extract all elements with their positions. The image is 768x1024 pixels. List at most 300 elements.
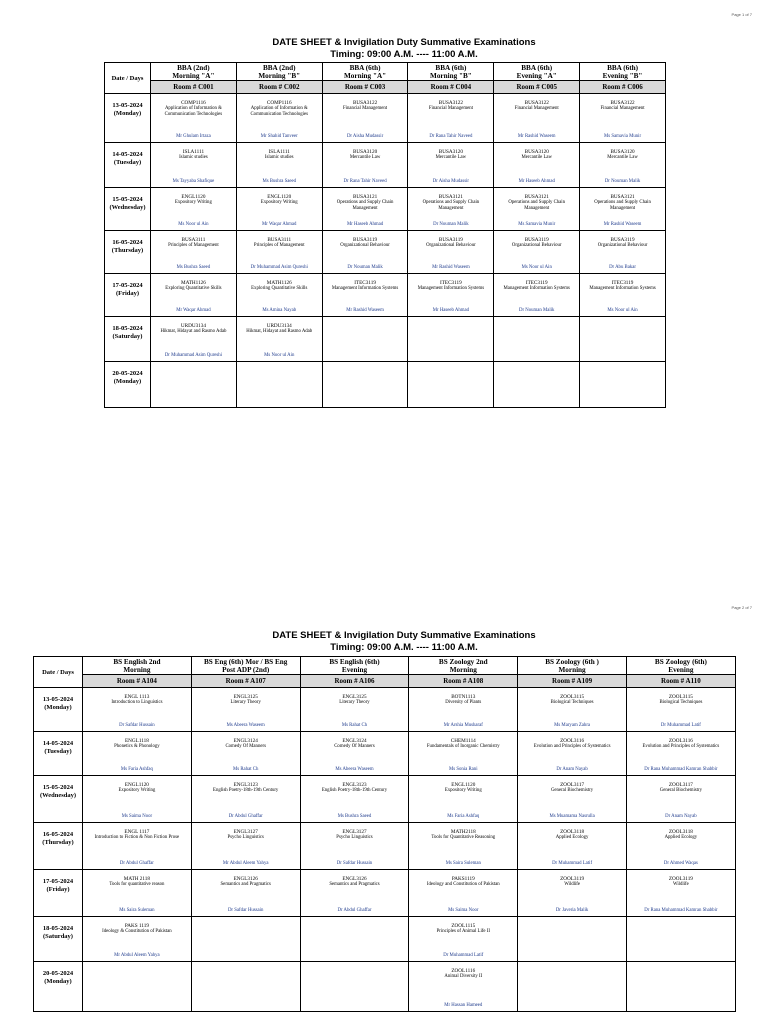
exam-cell — [236, 188, 322, 231]
course-code: ENGL 1117 — [124, 829, 150, 835]
exam-cell — [236, 274, 322, 317]
exam-day: (Monday) — [44, 704, 72, 711]
table-row — [105, 143, 666, 188]
course-name: Semantics and Pragmatics — [329, 882, 380, 887]
invigilator-name: Dr Muhammad Asim Qureshi — [164, 353, 222, 358]
exam-cell — [408, 143, 494, 188]
invigilator-name: Dr Nouman Malik — [519, 308, 555, 313]
exam-cell — [191, 732, 300, 776]
course-name: Mercantile Law — [607, 155, 638, 160]
course-code: ENGL3125 — [233, 694, 258, 700]
course-code: MATH2118 — [450, 829, 476, 835]
column-header-line: BBA (2nd) — [262, 64, 296, 72]
exam-cell — [494, 362, 580, 408]
course-code: BUSA3120 — [352, 149, 378, 155]
column-header-line: Post ADP (2nd) — [222, 666, 270, 674]
course-code: PAKS 1119 — [124, 923, 149, 929]
invigilator-name: Dr Ahmed Waqas — [663, 861, 698, 866]
exam-cell — [408, 274, 494, 317]
course-name: Evolution and Principles of Systematics — [642, 744, 720, 749]
exam-day: (Thursday) — [111, 247, 144, 254]
exam-cell — [151, 94, 237, 143]
invigilator-name: Ms Faria Ashfaq — [120, 767, 153, 772]
exam-cell — [626, 776, 735, 823]
exam-cell — [518, 962, 627, 1012]
invigilator-name: Ms Amina Nayab — [262, 308, 297, 313]
column-header-line: BBA (6th) — [521, 64, 553, 72]
exam-cell — [300, 823, 409, 870]
course-code: BUSA3119 — [610, 237, 635, 243]
exam-cell — [83, 823, 192, 870]
date-sheet-table — [33, 656, 736, 1012]
course-name: Tools for Quantitative Reasoning — [431, 835, 496, 840]
invigilator-name: Dr Javeria Malik — [555, 908, 589, 913]
column-header — [518, 657, 627, 675]
course-name: Fundamentals of Inorganic Chemistry — [426, 744, 500, 749]
exam-cell — [408, 231, 494, 274]
course-name: Biological Techniques — [550, 700, 594, 705]
invigilator-name: Ms Noor ul Ain — [264, 353, 295, 358]
column-header — [580, 63, 666, 81]
exam-cell — [236, 143, 322, 188]
course-code: ZOOL1115 — [451, 923, 476, 929]
invigilator-name: Ms Saira Suleman — [119, 908, 155, 913]
invigilator-name: Dr Nouman Malik — [347, 265, 383, 270]
course-name: Ideology and Constitution of Pakistan — [426, 882, 500, 887]
invigilator-name: Mr Rashid Waseem — [517, 134, 556, 139]
date-cell — [34, 962, 83, 1012]
date-cell — [34, 917, 83, 962]
course-name: Psycho Linguistics — [227, 835, 264, 840]
invigilator-name: Ms Bushra Saeed — [262, 179, 297, 184]
course-code: MATH1126 — [266, 280, 292, 286]
column-header-line: BS Zoology 2nd — [438, 658, 488, 666]
course-name: Principles of Management — [168, 243, 219, 248]
exam-cell — [518, 732, 627, 776]
exam-cell — [518, 776, 627, 823]
exam-day: (Monday) — [113, 110, 142, 117]
exam-day: (Friday) — [115, 290, 140, 297]
course-code: URDU3134 — [266, 323, 292, 329]
column-header — [83, 657, 192, 675]
course-code: ENGL1120 — [267, 194, 292, 200]
invigilator-name: Dr Safdar Hussain — [227, 908, 264, 913]
invigilator-name: Dr Abdul Ghaffar — [228, 814, 263, 819]
date-days-header: Date / Days — [105, 63, 151, 94]
invigilator-name: Dr Muhammad Asim Qureshi — [250, 265, 308, 270]
course-name: Islamic studies — [179, 155, 208, 160]
course-code: PAKS1119 — [451, 876, 475, 882]
course-name: Mercantile Law — [521, 155, 552, 160]
timing-line: Timing: 09:00 A.M. ---- 11:00 A.M. — [330, 49, 478, 60]
exam-date: 14-05-2024 — [42, 740, 74, 747]
course-code: ENGL3127 — [233, 829, 258, 835]
course-name: Literary Theory — [339, 700, 370, 705]
course-name: Organizational Behaviour — [340, 243, 390, 248]
table-row — [34, 962, 736, 1012]
course-name: Operations and Supply Chain Management — [508, 200, 566, 211]
course-code: CHEM1114 — [450, 738, 476, 744]
page-title: DATE SHEET & Invigilation Duty Summative Examinations — [272, 630, 536, 641]
invigilator-name: Ms Abeera Waseem — [335, 767, 374, 772]
course-name: Hikmat, Hidayat and Rasmo Adab — [246, 329, 313, 334]
exam-date: 17-05-2024 — [112, 282, 143, 289]
exam-cell — [518, 870, 627, 917]
table-row — [105, 362, 666, 408]
invigilator-name: Ms Samavia Munir — [518, 222, 556, 227]
course-name: Islamic studies — [264, 155, 294, 160]
course-code: ISLA1111 — [182, 149, 205, 155]
column-header-line: BBA (6th) — [435, 64, 467, 72]
course-code: ZOOL3118 — [560, 829, 585, 835]
column-header-line: BS Zoology (6th ) — [545, 658, 599, 666]
course-code: ZOOL3116 — [668, 738, 693, 744]
page-title: DATE SHEET & Invigilation Duty Summative Examinations — [272, 37, 536, 48]
date-cell — [105, 317, 151, 362]
invigilator-name: Mr Ghulam Irtaza — [176, 134, 211, 139]
column-header-line: Morning — [449, 666, 477, 674]
exam-cell — [151, 143, 237, 188]
room-header: Room # C006 — [580, 81, 666, 94]
exam-cell — [236, 362, 322, 408]
date-cell — [105, 143, 151, 188]
invigilator-name: Mr Rashid Waseem — [603, 222, 642, 227]
course-name: Management Information Systems — [417, 286, 485, 291]
exam-date: 17-05-2024 — [42, 878, 74, 885]
exam-cell — [409, 870, 518, 917]
course-name: Phonetics & Phonology — [114, 744, 160, 749]
exam-cell — [494, 231, 580, 274]
exam-cell — [322, 231, 408, 274]
course-name: Mercantile Law — [349, 155, 381, 160]
invigilator-name: Ms Saima Noor — [121, 814, 153, 819]
course-name: Semantics and Pragmatics — [220, 882, 271, 887]
course-code: BUSA3119 — [524, 237, 549, 243]
invigilator-name: Ms Faria Ashfaq — [447, 814, 480, 819]
course-name: Comedy Of Manners — [225, 744, 266, 749]
table-row — [34, 732, 736, 776]
exam-cell — [322, 143, 408, 188]
invigilator-name: Dr Muhammad Latif — [443, 953, 484, 958]
invigilator-name: Ms Rahat Ch — [233, 767, 259, 772]
course-code: ENGL1120 — [124, 782, 149, 788]
invigilator-name: Dr Rana Muhammad Kamran Shabbir — [644, 908, 718, 913]
course-name: Tools for quantitative reason — [109, 882, 165, 887]
exam-cell — [300, 870, 409, 917]
invigilator-name: Ms Bushra Saeed — [176, 265, 211, 270]
exam-date: 15-05-2024 — [42, 784, 74, 791]
invigilator-name: Ms Samavia Munir — [604, 134, 642, 139]
exam-cell — [191, 870, 300, 917]
column-header-line: Morning "B" — [430, 72, 472, 80]
exam-date: 16-05-2024 — [42, 831, 74, 838]
exam-cell — [83, 917, 192, 962]
exam-cell — [580, 274, 666, 317]
exam-day: (Saturday) — [112, 333, 143, 340]
course-code: ZOOL3117 — [668, 782, 693, 788]
course-code: BUSA3120 — [524, 149, 549, 155]
exam-cell — [83, 962, 192, 1012]
course-name: Organizational Behaviour — [426, 243, 476, 248]
exam-cell — [322, 317, 408, 362]
invigilator-name: Dr Safdar Hussain — [336, 861, 373, 866]
exam-cell — [580, 231, 666, 274]
exam-cell — [322, 274, 408, 317]
invigilator-name: Dr Abu Bakar — [609, 265, 637, 270]
column-header — [322, 63, 408, 81]
exam-cell — [151, 231, 237, 274]
course-code: ENGL3127 — [342, 829, 367, 835]
column-header — [300, 657, 409, 675]
date-sheet-table — [104, 62, 666, 408]
course-code: ENGL1120 — [181, 194, 206, 200]
timing-line: Timing: 09:00 A.M. ---- 11:00 A.M. — [330, 642, 478, 653]
course-name: Management Information Systems — [503, 286, 570, 291]
exam-cell — [409, 962, 518, 1012]
column-header-line: Morning — [558, 666, 586, 674]
room-header: Room # A108 — [409, 675, 518, 688]
course-code: ZOOL3116 — [560, 738, 585, 744]
course-code: BUSA3121 — [524, 194, 549, 200]
column-header — [626, 657, 735, 675]
exam-cell — [322, 94, 408, 143]
column-header-line: Evening "A" — [516, 72, 557, 80]
exam-cell — [494, 317, 580, 362]
course-name: General Biochemistry — [550, 788, 594, 793]
course-name: Psycho Linguistics — [336, 835, 373, 840]
course-code: BUSA3121 — [352, 194, 378, 200]
course-code: BUSA3121 — [438, 194, 463, 200]
exam-cell — [191, 917, 300, 962]
exam-cell — [626, 917, 735, 962]
course-name: Evolution and Principles of Systematics — [533, 744, 611, 749]
exam-cell — [518, 688, 627, 732]
course-name: Applied Ecology — [664, 835, 698, 840]
course-code: ZOOL3117 — [560, 782, 585, 788]
course-name: Wildlife — [672, 882, 689, 887]
course-code: BUSA3111 — [267, 237, 292, 243]
invigilator-name: Ms Noor ul Ain — [607, 308, 638, 313]
exam-cell — [151, 274, 237, 317]
date-cell — [105, 188, 151, 231]
exam-cell — [191, 962, 300, 1012]
exam-day: (Tuesday) — [44, 748, 72, 755]
exam-cell — [300, 688, 409, 732]
course-name: Comedy Of Manners — [334, 744, 375, 749]
invigilator-name: Ms Noor ul Ain — [521, 265, 552, 270]
exam-cell — [409, 823, 518, 870]
invigilator-name: Dr Aisha Mudassir — [346, 134, 384, 139]
invigilator-name: Mr Waqar Ahmad — [262, 222, 297, 227]
invigilator-name: Dr Safdar Hussain — [119, 723, 155, 728]
exam-cell — [191, 776, 300, 823]
course-code: ZOOL1116 — [451, 968, 476, 974]
invigilator-name: Ms Rahat Ch — [341, 723, 368, 728]
course-code: BUSA3122 — [352, 100, 378, 106]
course-name: Application of Information & Communication Technologies — [164, 106, 223, 117]
exam-day: (Thursday) — [42, 839, 74, 846]
course-name: English Poetry-18th-19th Century — [321, 788, 388, 793]
invigilator-name: Ms Tayyaba Shafique — [172, 179, 215, 184]
course-name: Management Information Systems — [589, 286, 656, 291]
invigilator-name: Ms Maryam Zahra — [554, 723, 591, 728]
invigilator-name: Dr Aisha Mudassir — [432, 179, 470, 184]
exam-date: 20-05-2024 — [112, 370, 143, 377]
course-code: BUSA3119 — [438, 237, 463, 243]
invigilator-name: Mr Arshia Musharaf — [443, 723, 483, 728]
column-header-line: BS Eng (6th) Mor / BS Eng — [204, 658, 288, 666]
exam-cell — [191, 688, 300, 732]
exam-cell — [83, 870, 192, 917]
course-code: BOTN1113 — [451, 694, 476, 700]
date-cell — [105, 231, 151, 274]
course-code: ENGL3123 — [233, 782, 258, 788]
exam-day: (Tuesday) — [113, 159, 142, 166]
course-name: Exploring Quantitative Skills — [165, 286, 222, 291]
exam-cell — [409, 917, 518, 962]
course-name: Biological Techniques — [659, 700, 703, 705]
course-code: COMP1116 — [181, 100, 206, 106]
table-row — [105, 231, 666, 274]
column-header-line: BS Zoology (6th) — [654, 658, 707, 666]
column-header-line: BBA (6th) — [349, 64, 381, 72]
invigilator-name: Ms Saira Suleman — [445, 861, 481, 866]
course-code: ENGL3123 — [342, 782, 367, 788]
course-code: ZOOL3115 — [668, 694, 693, 700]
course-code: ITEC3119 — [611, 280, 634, 286]
invigilator-name: Mr Abdul Aleem Yahya — [222, 861, 269, 866]
course-code: COMP1116 — [266, 100, 292, 106]
date-cell — [34, 870, 83, 917]
course-name: Introduction to Linguistics — [111, 700, 163, 705]
course-code: BUSA3111 — [181, 237, 206, 243]
course-code: ENGL3126 — [342, 876, 367, 882]
invigilator-name: Mr Abdul Aleem Yahya — [114, 953, 160, 958]
course-name: English Poetry-18th-19th Century — [213, 788, 279, 793]
course-code: BUSA3122 — [610, 100, 635, 106]
invigilator-name: Dr Abdul Ghaffar — [337, 908, 372, 913]
course-code: URDU3134 — [180, 323, 206, 329]
course-code: ENGL1120 — [451, 782, 476, 788]
exam-cell — [151, 362, 237, 408]
exam-cell — [518, 823, 627, 870]
course-name: Financial Management — [343, 106, 388, 111]
course-name: Management Information Systems — [331, 286, 399, 291]
exam-cell — [322, 188, 408, 231]
exam-date: 18-05-2024 — [112, 325, 143, 332]
column-header-line: Evening "B" — [602, 72, 643, 80]
invigilator-name: Mr Haseeb Ahmad — [346, 222, 384, 227]
exam-day: (Wednesday) — [109, 204, 146, 211]
room-header: Room # A107 — [191, 675, 300, 688]
course-name: Operations and Supply Chain Management — [594, 200, 651, 211]
date-cell — [34, 776, 83, 823]
exam-cell — [580, 188, 666, 231]
exam-cell — [151, 188, 237, 231]
room-header: Room # C003 — [322, 81, 408, 94]
invigilator-name: Dr Rana Tahir Naveed — [429, 134, 473, 139]
invigilator-name: Ms Saima Noor — [448, 908, 479, 913]
course-name: Operations and Supply Chain Management — [422, 200, 480, 211]
page-number: Page 1 of 7 — [731, 12, 752, 17]
exam-cell — [580, 143, 666, 188]
exam-cell — [236, 317, 322, 362]
course-name: Expository Writing — [118, 788, 156, 793]
exam-cell — [409, 688, 518, 732]
invigilator-name: Ms Bushra Saeed — [337, 814, 372, 819]
page-number: Page 2 of 7 — [731, 605, 752, 610]
exam-date: 18-05-2024 — [42, 925, 74, 932]
course-name: Organizational Behaviour — [597, 243, 648, 248]
date-days-header: Date / Days — [34, 657, 83, 688]
course-code: ENGL3125 — [342, 694, 367, 700]
table-row — [105, 317, 666, 362]
invigilator-name: Mr Haseeb Ahmad — [432, 308, 470, 313]
column-header — [151, 63, 237, 81]
course-name: Expository Writing — [444, 788, 482, 793]
course-name: Application of Information & Communication Technologies — [250, 106, 308, 117]
exam-cell — [626, 870, 735, 917]
column-header — [236, 63, 322, 81]
exam-cell — [580, 362, 666, 408]
course-name: Introduction to Fiction & Non Fiction Prose — [94, 835, 180, 840]
exam-cell — [494, 188, 580, 231]
invigilator-name: Ms Sonia Rani — [449, 767, 478, 772]
table-row — [34, 688, 736, 732]
invigilator-name: Mr Hassan Hameed — [444, 1003, 483, 1008]
course-code: ENGL3124 — [233, 738, 258, 744]
exam-cell — [494, 274, 580, 317]
exam-date: 20-05-2024 — [42, 970, 74, 977]
invigilator-name: Dr Anam Nayab — [556, 767, 588, 772]
column-header-line: BBA (2nd) — [177, 64, 210, 72]
exam-date: 15-05-2024 — [112, 196, 143, 203]
course-name: Operations and Supply Chain Management — [336, 200, 394, 211]
column-header-line: Morning "A" — [172, 72, 215, 80]
exam-cell — [626, 823, 735, 870]
column-header-line: Morning "B" — [258, 72, 301, 80]
column-header — [191, 657, 300, 675]
course-code: ISLA1111 — [268, 149, 290, 155]
exam-cell — [83, 776, 192, 823]
invigilator-name: Ms Abeera Waseem — [226, 723, 265, 728]
course-code: BUSA3121 — [610, 194, 635, 200]
exam-cell — [236, 231, 322, 274]
invigilator-name: Dr Rana Muhammad Kamran Shabbir — [644, 767, 718, 772]
invigilator-name: Ms Noor ul Ain — [178, 222, 209, 227]
exam-date: 13-05-2024 — [42, 696, 74, 703]
table-row — [34, 870, 736, 917]
course-name: Financial Management — [514, 106, 559, 111]
exam-cell — [300, 962, 409, 1012]
exam-date: 14-05-2024 — [112, 151, 143, 158]
course-name: Diversity of Plants — [445, 700, 482, 705]
exam-cell — [518, 917, 627, 962]
exam-cell — [409, 776, 518, 823]
date-cell — [105, 94, 151, 143]
table-row — [34, 776, 736, 823]
course-code: ZOOL3115 — [560, 694, 585, 700]
date-cell — [34, 688, 83, 732]
exam-cell — [322, 362, 408, 408]
course-code: ENGL 1113 — [124, 694, 150, 700]
course-code: BUSA3120 — [438, 149, 463, 155]
exam-cell — [236, 94, 322, 143]
exam-day: (Monday) — [44, 978, 72, 985]
course-name: Expository Writing — [260, 200, 298, 205]
column-header-line: Morning — [123, 666, 151, 674]
invigilator-name: Mr Rashid Waseem — [432, 265, 470, 270]
